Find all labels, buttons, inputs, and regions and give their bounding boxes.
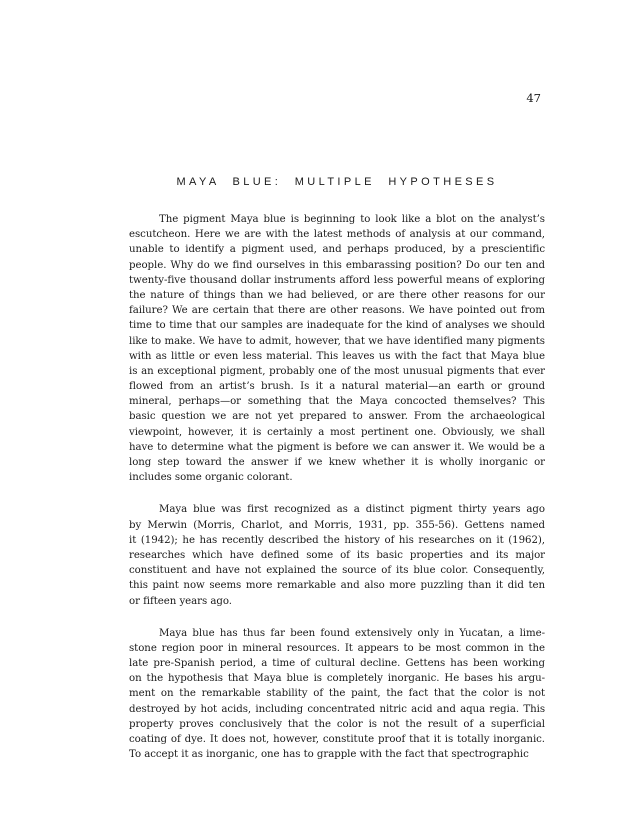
text-line: have to determine what the pigment is before we can answer it. We would be a [129,441,545,453]
paragraph [129,502,545,608]
text-line: researches which have defined some of its basic properties and its major [129,549,545,561]
text-line: the nature of things than we had believed, or are there other reasons for our [129,289,545,301]
page-number: 47 [526,91,541,105]
text-line: mineral, perhaps—or something that the Maya concocted themselves? This [129,396,545,408]
text-line: viewpoint, however, it is certainly a most pertinent one. Obviously, we shall [129,426,545,438]
text-line: ment on the remarkable stability of the paint, the fact that the color is not [129,688,545,700]
text-line: like to make. We have to admit, however, that we have identified many pigments [129,335,545,347]
text-line: late pre-Spanish period, a time of cultural decline. Gettens has been working [129,658,545,670]
text-line: coating of dye. It does not, however, constitute proof that it is totally inorganic. [129,734,545,745]
text-line: twenty-five thousand dollar instruments afford less powerful means of exploring [129,274,545,286]
text-line: people. Why do we find ourselves in this embarassing position? Do our ten and [129,259,545,271]
text-line: constituent and have not explained the source of its blue color. Consequently, [129,565,545,577]
text-line: time to time that our samples are inadequate for the kind of analyses we should [129,320,545,332]
text-line: long step toward the answer if we knew whether it is wholly inorganic or [129,457,545,468]
text-line: To accept it as inorganic, one has to grapple with the fact that spectrographic [129,749,529,761]
paragraph [129,212,545,485]
text-line: on the hypothesis that Maya blue is completely inorganic. He bases his argu- [129,673,545,685]
text-line: property proves conclusively that the color is not the result of a superficial [129,718,545,730]
text-line: with as little or even less material. This leaves us with the fact that Maya blue [129,350,545,362]
text-line: it (1942); he has recently described the history of his researches on it (1962), [129,534,545,546]
text-line: basic question we are not yet prepared to answer. From the archaeological [129,411,545,423]
text-line: unable to identify a pigment used, and perhaps produced, by a prescientific [129,244,545,256]
text-line: is an exceptional pigment, probably one of the most unusual pigments that ever [129,365,545,377]
text-line: failure? We are certain that there are other reasons. We have pointed out from [129,305,545,317]
chapter-title: MAYA BLUE: MULTIPLE HYPOTHESES [176,176,498,188]
text-line: flowed from an artist’s brush. Is it a natural material—an earth or ground [129,381,545,393]
text-line: stone region poor in mineral resources. It appears to be most common in the [129,642,545,654]
paragraph [129,626,545,763]
text-line: or fifteen years ago. [129,595,232,607]
text-line: Maya blue has thus far been found extensively only in Yucatan, a lime- [159,627,545,639]
text-line: Maya blue was first recognized as a distinct pigment thirty years ago [159,504,545,516]
text-line: escutcheon. Here we are with the latest methods of analysis at our command, [129,229,545,241]
text-line: this paint now seems more remarkable and also more puzzling than it did ten [129,580,545,592]
text-line: by Merwin (Morris, Charlot, and Morris, 1931, pp. 355-56). Gettens named [129,519,545,531]
text-line: The pigment Maya blue is beginning to look like a blot on the analyst’s [159,214,545,225]
text-line: destroyed by hot acids, including concentrated nitric acid and aqua regia. This [129,703,545,715]
text-line: includes some organic colorant. [129,472,293,484]
body-text [129,212,545,779]
